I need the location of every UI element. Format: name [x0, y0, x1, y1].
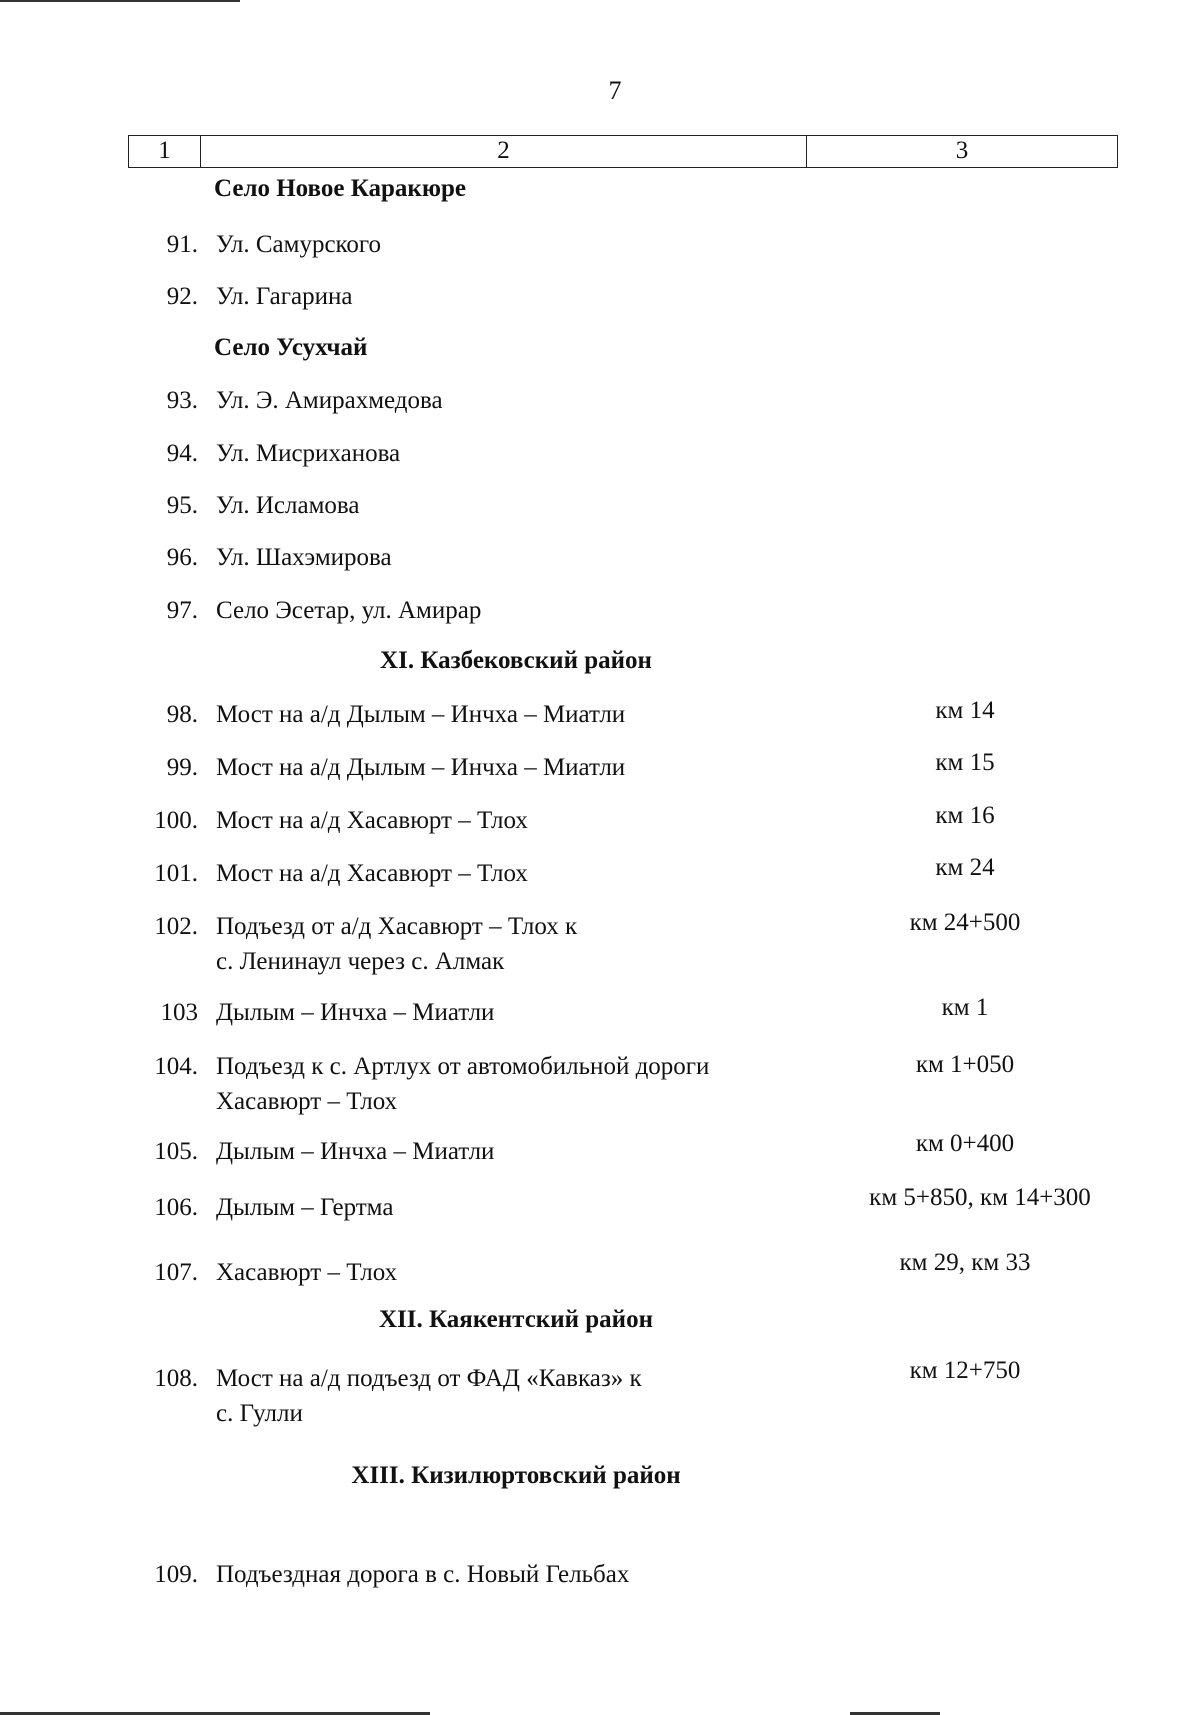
row-object-name: Село Эсетар, ул. Амирар — [216, 597, 482, 624]
row-object-name: Мост на а/д подъезд от ФАД «Кавказ» к — [216, 1365, 642, 1392]
row-number: 98. — [166, 701, 198, 728]
table-header — [128, 135, 1118, 168]
row-object-name: Ул. Шахэмирова — [216, 544, 392, 571]
row-number: 92. — [166, 283, 198, 310]
row-number: 94. — [166, 440, 198, 467]
row-km-value: км 16 — [935, 802, 995, 829]
row-object-name: Ул. Исламова — [216, 492, 360, 519]
row-km-value: км 1 — [941, 994, 989, 1021]
row-number: 99. — [166, 754, 198, 781]
row-number: 109. — [154, 1561, 198, 1588]
header-col-1: 1 — [129, 136, 201, 167]
row-number: 101. — [154, 860, 198, 887]
row-object-name: Дылым – Гертма — [216, 1194, 394, 1221]
row-number: 100. — [154, 807, 198, 834]
header-col-3: 3 — [955, 137, 969, 164]
row-object-name: Мост на а/д Дылым – Инчха – Миатли — [216, 701, 626, 728]
row-km-value: км 15 — [935, 749, 995, 776]
row-object-name: Подъезд от а/д Хасавюрт – Тлох к — [216, 913, 578, 940]
row-object-name: Ул. Э. Амирахмедова — [216, 387, 443, 414]
row-number: 107. — [154, 1259, 198, 1286]
row-number: 102. — [154, 913, 198, 940]
district-heading: XIII. Кизилюртовский район — [351, 1462, 681, 1489]
row-km-value: км 29, км 33 — [899, 1249, 1031, 1276]
row-object-name: Мост на а/д Дылым – Инчха – Миатли — [216, 754, 626, 781]
row-object-name: Подъездная дорога в с. Новый Гельбах — [216, 1561, 630, 1588]
row-km-value: км 24+500 — [909, 909, 1021, 936]
row-km-value: км 24 — [935, 854, 995, 881]
row-number: 91. — [166, 231, 198, 258]
row-object-name: Дылым – Инчха – Миатли — [216, 999, 495, 1026]
row-number: 96. — [166, 544, 198, 571]
section-heading: Село Усухчай — [214, 334, 368, 361]
row-object-name-continued: с. Гулли — [216, 1400, 303, 1427]
row-object-name: Ул. Мисриханова — [216, 440, 401, 467]
row-number: 103 — [160, 999, 198, 1026]
row-object-name-continued: Хасавюрт – Тлох — [216, 1088, 398, 1115]
row-object-name: Мост на а/д Хасавюрт – Тлох — [216, 807, 528, 834]
row-number: 95. — [166, 492, 198, 519]
row-object-name: Дылым – Инчха – Миатли — [216, 1138, 495, 1165]
section-heading: Село Новое Каракюре — [214, 175, 466, 202]
page-number: 7 — [608, 76, 622, 105]
row-number: 97. — [166, 597, 198, 624]
header-col-2: 2 — [201, 136, 807, 167]
row-object-name: Хасавюрт – Тлох — [216, 1259, 398, 1286]
row-km-value: км 12+750 — [909, 1357, 1021, 1384]
row-number: 108. — [154, 1365, 198, 1392]
row-km-value: км 5+850, км 14+300 — [869, 1184, 1091, 1211]
row-number: 106. — [154, 1194, 198, 1221]
row-km-value: км 0+400 — [915, 1130, 1015, 1157]
district-heading: XI. Казбековский район — [380, 647, 652, 674]
row-km-value: км 14 — [935, 697, 995, 724]
row-number: 93. — [166, 387, 198, 414]
district-heading: XII. Каякентский район — [379, 1306, 653, 1333]
row-object-name: Ул. Самурского — [216, 231, 382, 258]
scan-mark-top — [0, 0, 240, 2]
row-object-name-continued: с. Ленинаул через с. Алмак — [216, 948, 505, 975]
row-km-value: км 1+050 — [915, 1051, 1015, 1078]
row-object-name: Мост на а/д Хасавюрт – Тлох — [216, 860, 528, 887]
row-object-name: Подъезд к с. Артлух от автомобильной дороги — [216, 1053, 710, 1080]
row-object-name: Ул. Гагарина — [216, 283, 353, 310]
row-number: 105. — [154, 1138, 198, 1165]
row-number: 104. — [154, 1053, 198, 1080]
